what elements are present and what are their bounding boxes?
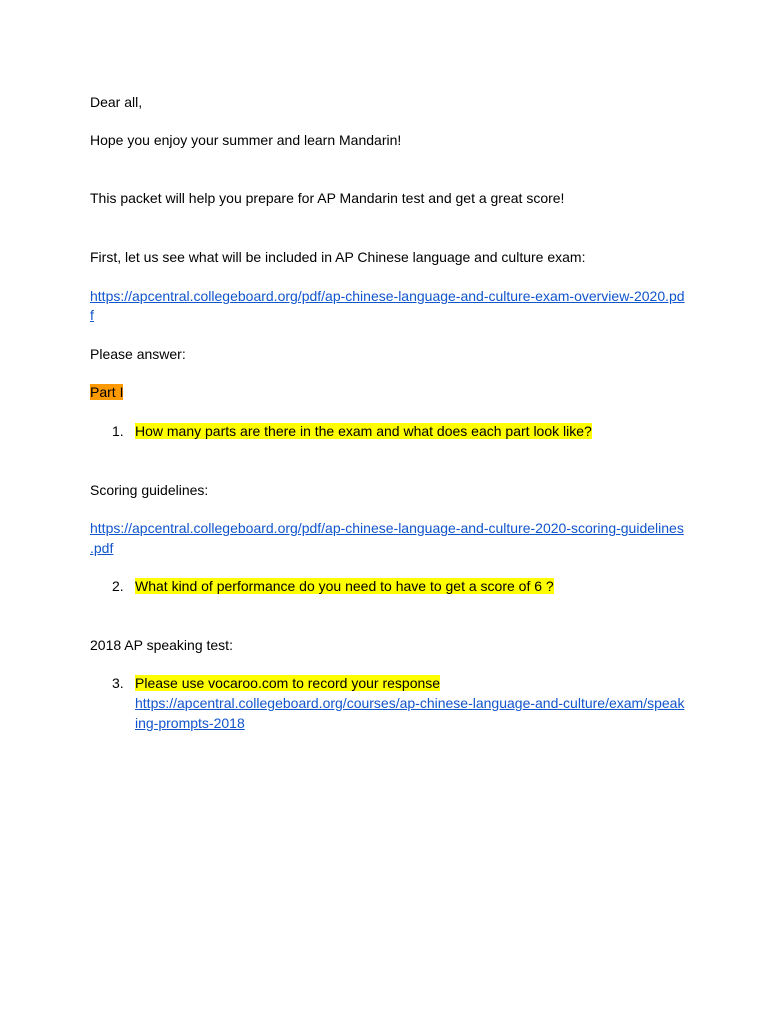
question-3-number: 3.	[112, 675, 124, 691]
part-label	[90, 382, 123, 402]
speaking-label: 2018 AP speaking test:	[90, 637, 233, 653]
speaking-link-line1[interactable]: https://apcentral.collegeboard.org/courses/ap-chinese-language-and-culture/exam/speak	[135, 695, 685, 711]
question-3-text: Please use vocaroo.com to record your response	[135, 675, 441, 691]
speaking-link[interactable]	[135, 693, 684, 713]
overview-link-continued[interactable]	[90, 305, 94, 325]
scoring-link-line1[interactable]: https://apcentral.collegeboard.org/pdf/ap-chinese-language-and-culture-2020-scoring-guidelines	[90, 520, 684, 536]
question-2-number: 2.	[112, 578, 124, 594]
scoring-link-line2[interactable]: .pdf	[90, 540, 114, 556]
question-1	[135, 421, 592, 441]
overview-link-line1[interactable]: https://apcentral.collegeboard.org/pdf/ap-chinese-language-and-culture-exam-overview-2020.pd	[90, 288, 685, 304]
first-note: First, let us see what will be included in AP Chinese language and culture exam:	[90, 249, 586, 265]
speaking-link-line2[interactable]: ing-prompts-2018	[135, 715, 245, 731]
question-2-text: What kind of performance do you need to have to get a score of 6 ?	[135, 578, 554, 594]
question-2	[135, 576, 554, 596]
scoring-link[interactable]	[90, 518, 684, 538]
question-1-number: 1.	[112, 423, 124, 439]
question-1-text: How many parts are there in the exam and what does each part look like?	[135, 423, 592, 439]
question-3	[135, 673, 440, 693]
scoring-link-continued[interactable]	[90, 538, 113, 558]
speaking-link-continued[interactable]	[135, 713, 245, 733]
intro-text: Hope you enjoy your summer and learn Mandarin!	[90, 132, 402, 148]
overview-link[interactable]	[90, 286, 685, 306]
scoring-label: Scoring guidelines:	[90, 482, 209, 498]
please-answer-label: Please answer:	[90, 346, 186, 362]
greeting: Dear all,	[90, 94, 143, 110]
overview-link-line2[interactable]: f	[90, 307, 94, 323]
packet-note: This packet will help you prepare for AP Mandarin test and get a great score!	[90, 190, 565, 206]
part-label-highlight: Part I	[90, 384, 124, 400]
